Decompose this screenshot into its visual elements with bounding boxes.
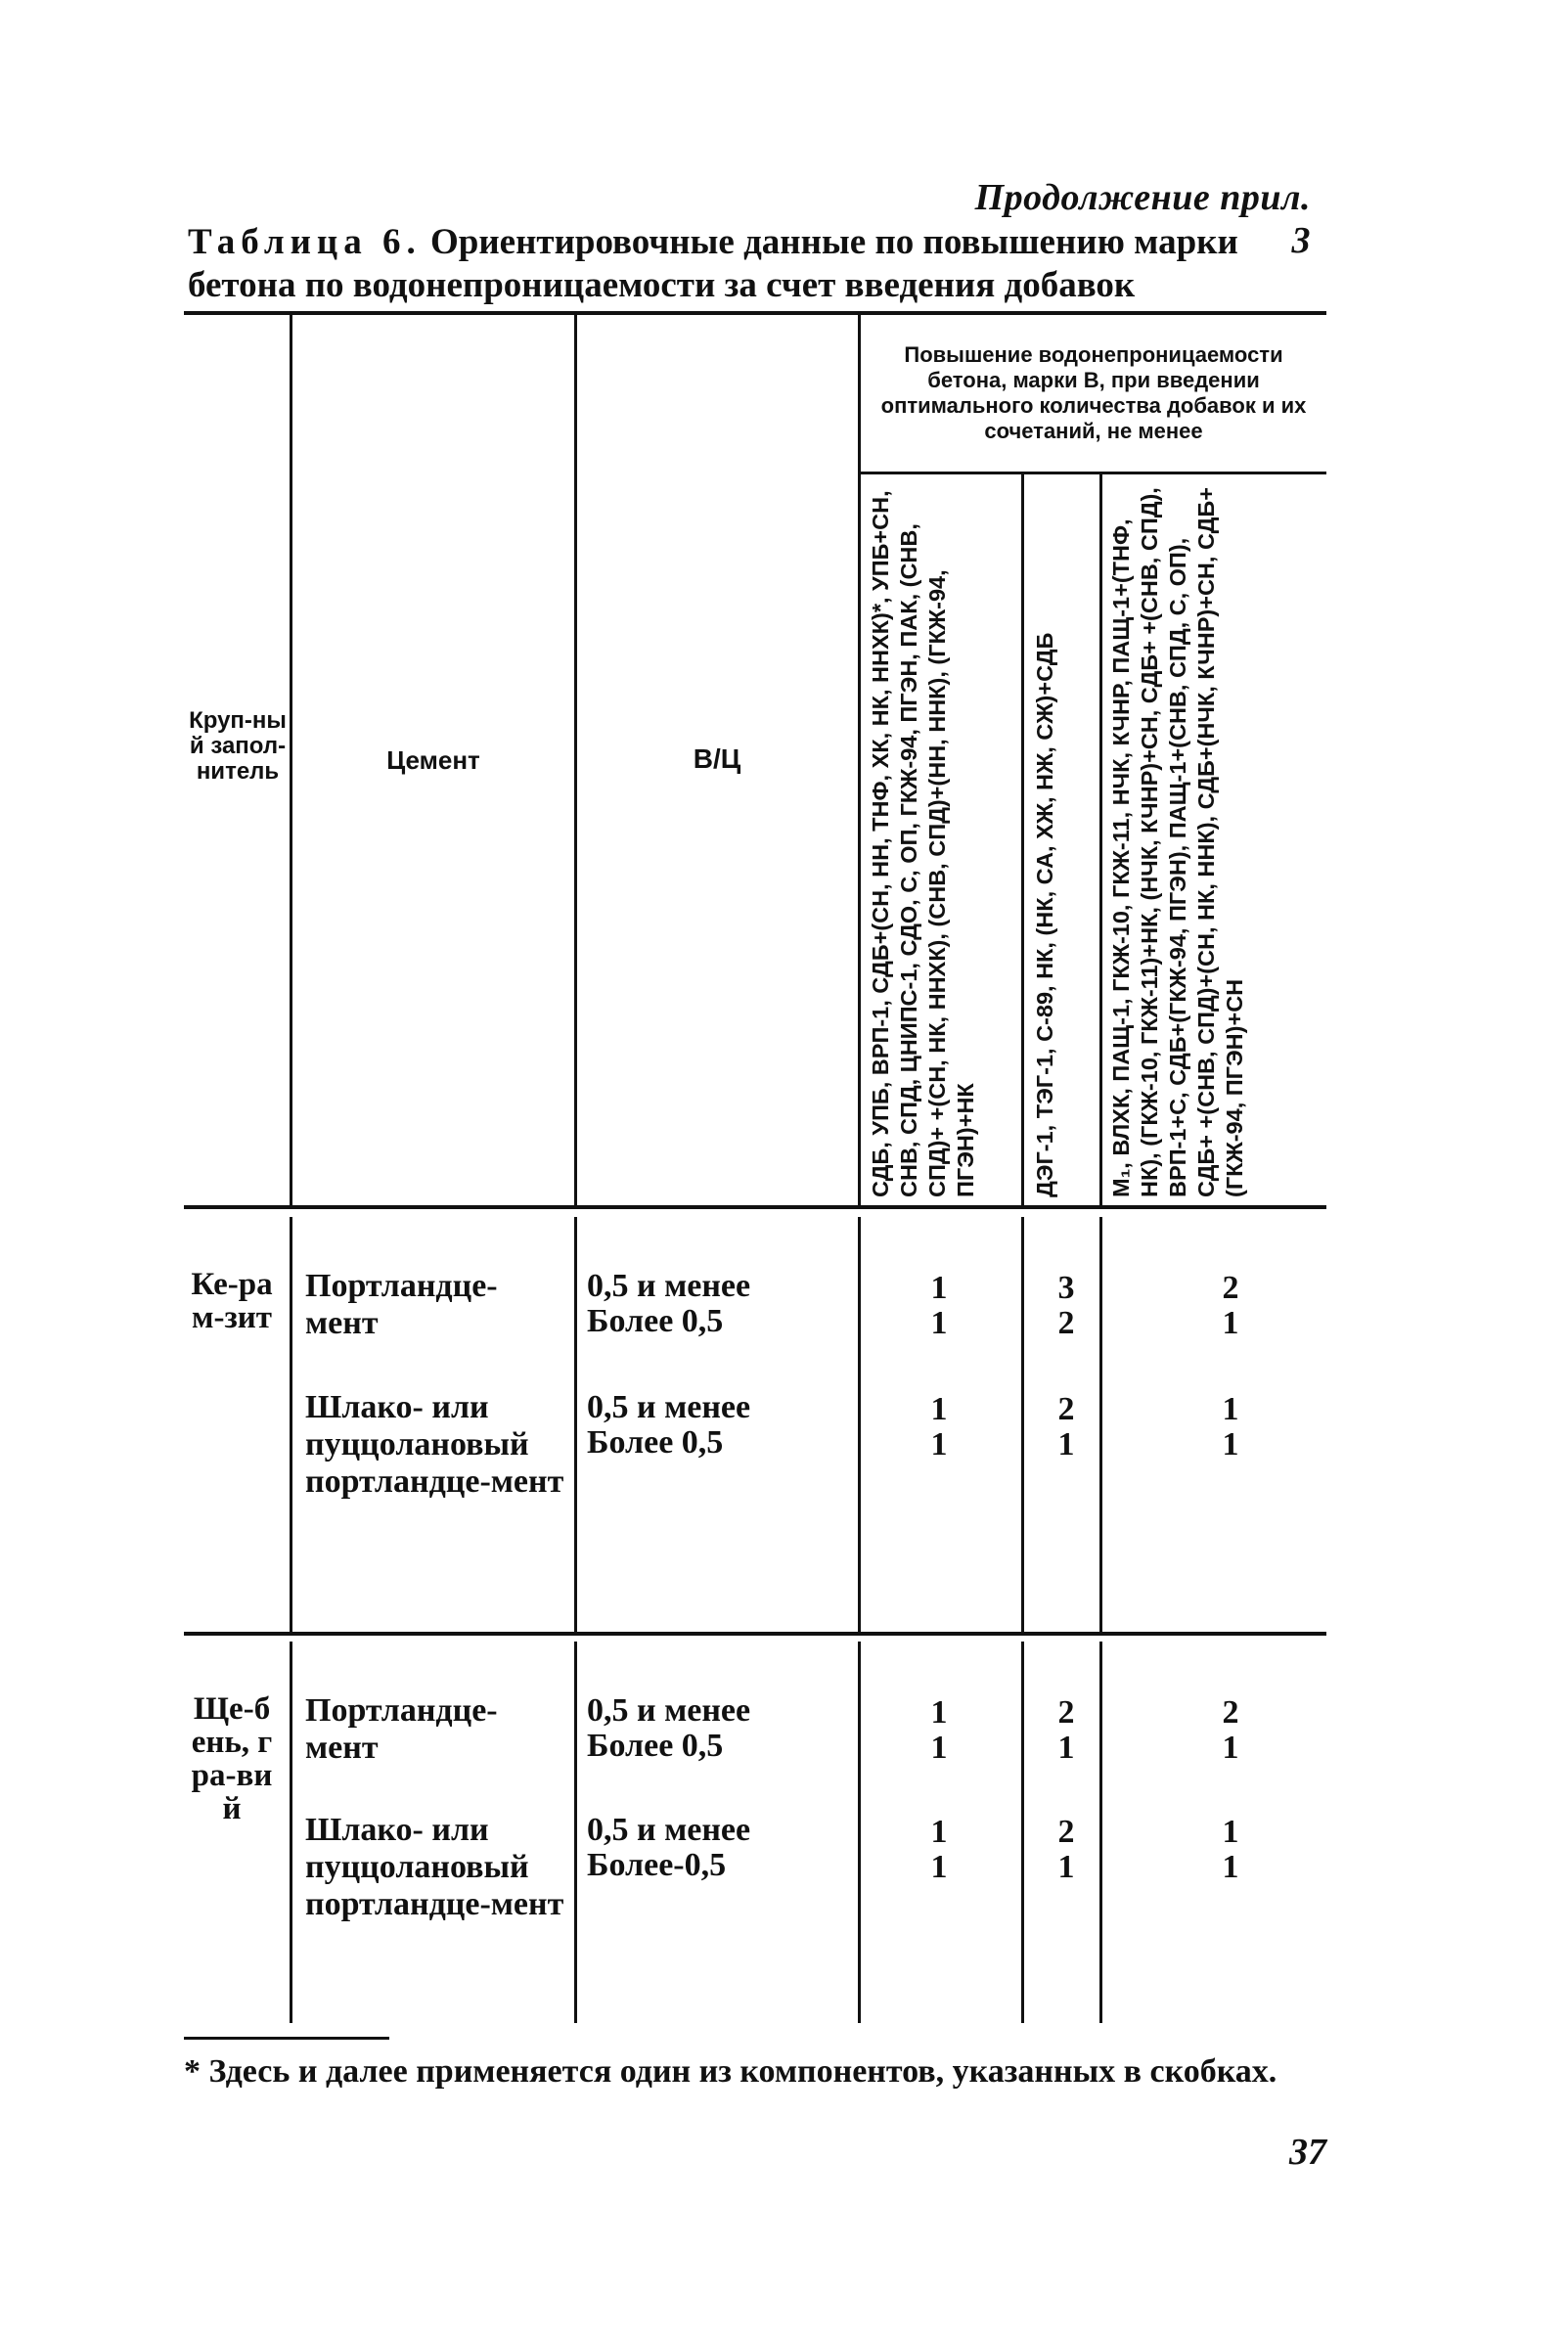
value-col1: 1 xyxy=(930,1426,948,1462)
header-bottom-rule xyxy=(184,1205,1326,1209)
value-col3: 1 xyxy=(1222,1814,1239,1850)
col-divider-4 xyxy=(1021,473,1024,1205)
subheader-additives-1 xyxy=(863,477,1019,1201)
subheader-additives-3 xyxy=(1103,477,1324,1201)
wc-value: Более 0,5 xyxy=(587,1424,724,1461)
value-col2: 1 xyxy=(1057,1426,1075,1462)
col-divider-1 xyxy=(290,1217,292,1632)
wc-value: Более-0,5 xyxy=(587,1847,727,1883)
header-cement: Цемент xyxy=(386,745,480,775)
value-col3: 2 xyxy=(1222,1694,1239,1731)
wc-value: Более 0,5 xyxy=(587,1728,724,1764)
wc-value: 0,5 и менее xyxy=(587,1268,751,1304)
col-divider-2 xyxy=(574,1642,577,2023)
table-title-text: Ориентировочные данные по повышению марки бетона по водонепроницаемости за счет введения добавок xyxy=(188,222,1238,305)
col-divider-3 xyxy=(858,1642,861,2023)
col-divider-5 xyxy=(1099,473,1102,1205)
table-top-rule xyxy=(184,311,1326,315)
subheader-additives-2-text: ДЭГ-1, ТЭГ-1, С-89, НК, (НК, СА, ХЖ, НЖ, СЖ)+СДБ xyxy=(1032,632,1057,1197)
col-divider-1 xyxy=(290,315,292,1205)
wc-value: 0,5 и менее xyxy=(587,1692,751,1729)
value-col1: 1 xyxy=(930,1849,948,1885)
subheader-additives-1-text: СДБ, УПБ, ВРП-1, СДБ+(СН, НН, ТНФ, ХК, НК, ННХК)*, УПБ+СН, СНВ, СПД, ЦНИПС-1, СДО, С, ОП, ГКЖ-94, ПГЭН, ПАК, (СНВ, СПД)+ +(СН, НК, ННХК), (СНВ, СПД)+(НН, ННК), (ГКЖ-94, ПГЭН)+НК xyxy=(868,490,978,1197)
value-col3: 1 xyxy=(1222,1849,1239,1885)
header-increase: Повышение водонепроницаемости бетона, марки В, при введении оптимального количества добавок и их сочетаний, не менее xyxy=(880,342,1307,443)
header-wc: В/Ц xyxy=(693,743,741,774)
col-divider-3 xyxy=(858,315,861,1205)
value-col3: 1 xyxy=(1222,1305,1239,1341)
col-divider-5 xyxy=(1099,1217,1102,1632)
continuation-note: Продолжение прил. 3 xyxy=(974,177,1311,261)
col-divider-1 xyxy=(290,1642,292,2023)
page-number: 37 xyxy=(1289,2132,1326,2173)
value-col1: 1 xyxy=(930,1694,948,1731)
value-col1: 1 xyxy=(930,1305,948,1341)
wc-value: Более 0,5 xyxy=(587,1303,724,1339)
col-divider-3 xyxy=(858,1217,861,1632)
value-col1: 1 xyxy=(930,1814,948,1850)
footnote-rule xyxy=(184,2037,389,2040)
cement-label: Шлако- или пуццолановый портландце-мент xyxy=(305,1812,564,1922)
wc-value: 0,5 и менее xyxy=(587,1812,751,1848)
value-col3: 1 xyxy=(1222,1391,1239,1427)
col-divider-5 xyxy=(1099,1642,1102,2023)
cement-label: Портландце-мент xyxy=(305,1692,498,1766)
value-col3: 1 xyxy=(1222,1426,1239,1462)
increase-subheader-rule xyxy=(859,472,1326,474)
value-col1: 1 xyxy=(930,1270,948,1306)
cement-label: Портландце-мент xyxy=(305,1268,498,1341)
aggregate-label: Ке-рам-зит xyxy=(191,1267,273,1335)
wc-value: 0,5 и менее xyxy=(587,1389,751,1425)
value-col2: 2 xyxy=(1057,1305,1075,1341)
col-divider-4 xyxy=(1021,1642,1024,2023)
table-label: Таблица 6. xyxy=(188,222,422,262)
table-title xyxy=(188,221,1322,307)
value-col2: 3 xyxy=(1057,1270,1075,1306)
group-separator-rule xyxy=(184,1632,1326,1636)
value-col1: 1 xyxy=(930,1391,948,1427)
value-col1: 1 xyxy=(930,1730,948,1766)
value-col2: 2 xyxy=(1057,1391,1075,1427)
footnote: * Здесь и далее применяется один из компонентов, указанных в скобках. xyxy=(184,2053,1277,2090)
aggregate-label: Ще-бень, гра-вий xyxy=(191,1691,273,1826)
value-col3: 1 xyxy=(1222,1730,1239,1766)
value-col2: 1 xyxy=(1057,1730,1075,1766)
col-divider-4 xyxy=(1021,1217,1024,1632)
col-divider-2 xyxy=(574,1217,577,1632)
value-col2: 2 xyxy=(1057,1814,1075,1850)
cement-label: Шлако- или пуццолановый портландце-мент xyxy=(305,1389,564,1500)
subheader-additives-2 xyxy=(1025,477,1098,1201)
subheader-additives-3-text: М₁, ВЛХК, ПАЩ-1, ГКЖ-10, ГКЖ-11, НЧК, КЧНР, ПАЩ-1+(ТНФ, НК), (ГКЖ-10, ГКЖ-11)+НК, (НЧК, КЧНР)+СН, СДБ+ +(СНВ, СПД), ВРП-1+С, СДБ+(ГКЖ-94, ПГЭН), ПАЩ-1+(СНВ, СПД, С, ОП), СДБ+ +(СНВ, СПД)+(СН, НК, ННК), СДБ+(НЧК, КЧНР)+СН, СДБ+(ГКЖ-94, ПГЭН)+СН xyxy=(1108,487,1247,1197)
value-col2: 1 xyxy=(1057,1849,1075,1885)
value-col3: 2 xyxy=(1222,1270,1239,1306)
header-aggregate: Круп-ный запол-нитель xyxy=(189,707,287,785)
value-col2: 2 xyxy=(1057,1694,1075,1731)
